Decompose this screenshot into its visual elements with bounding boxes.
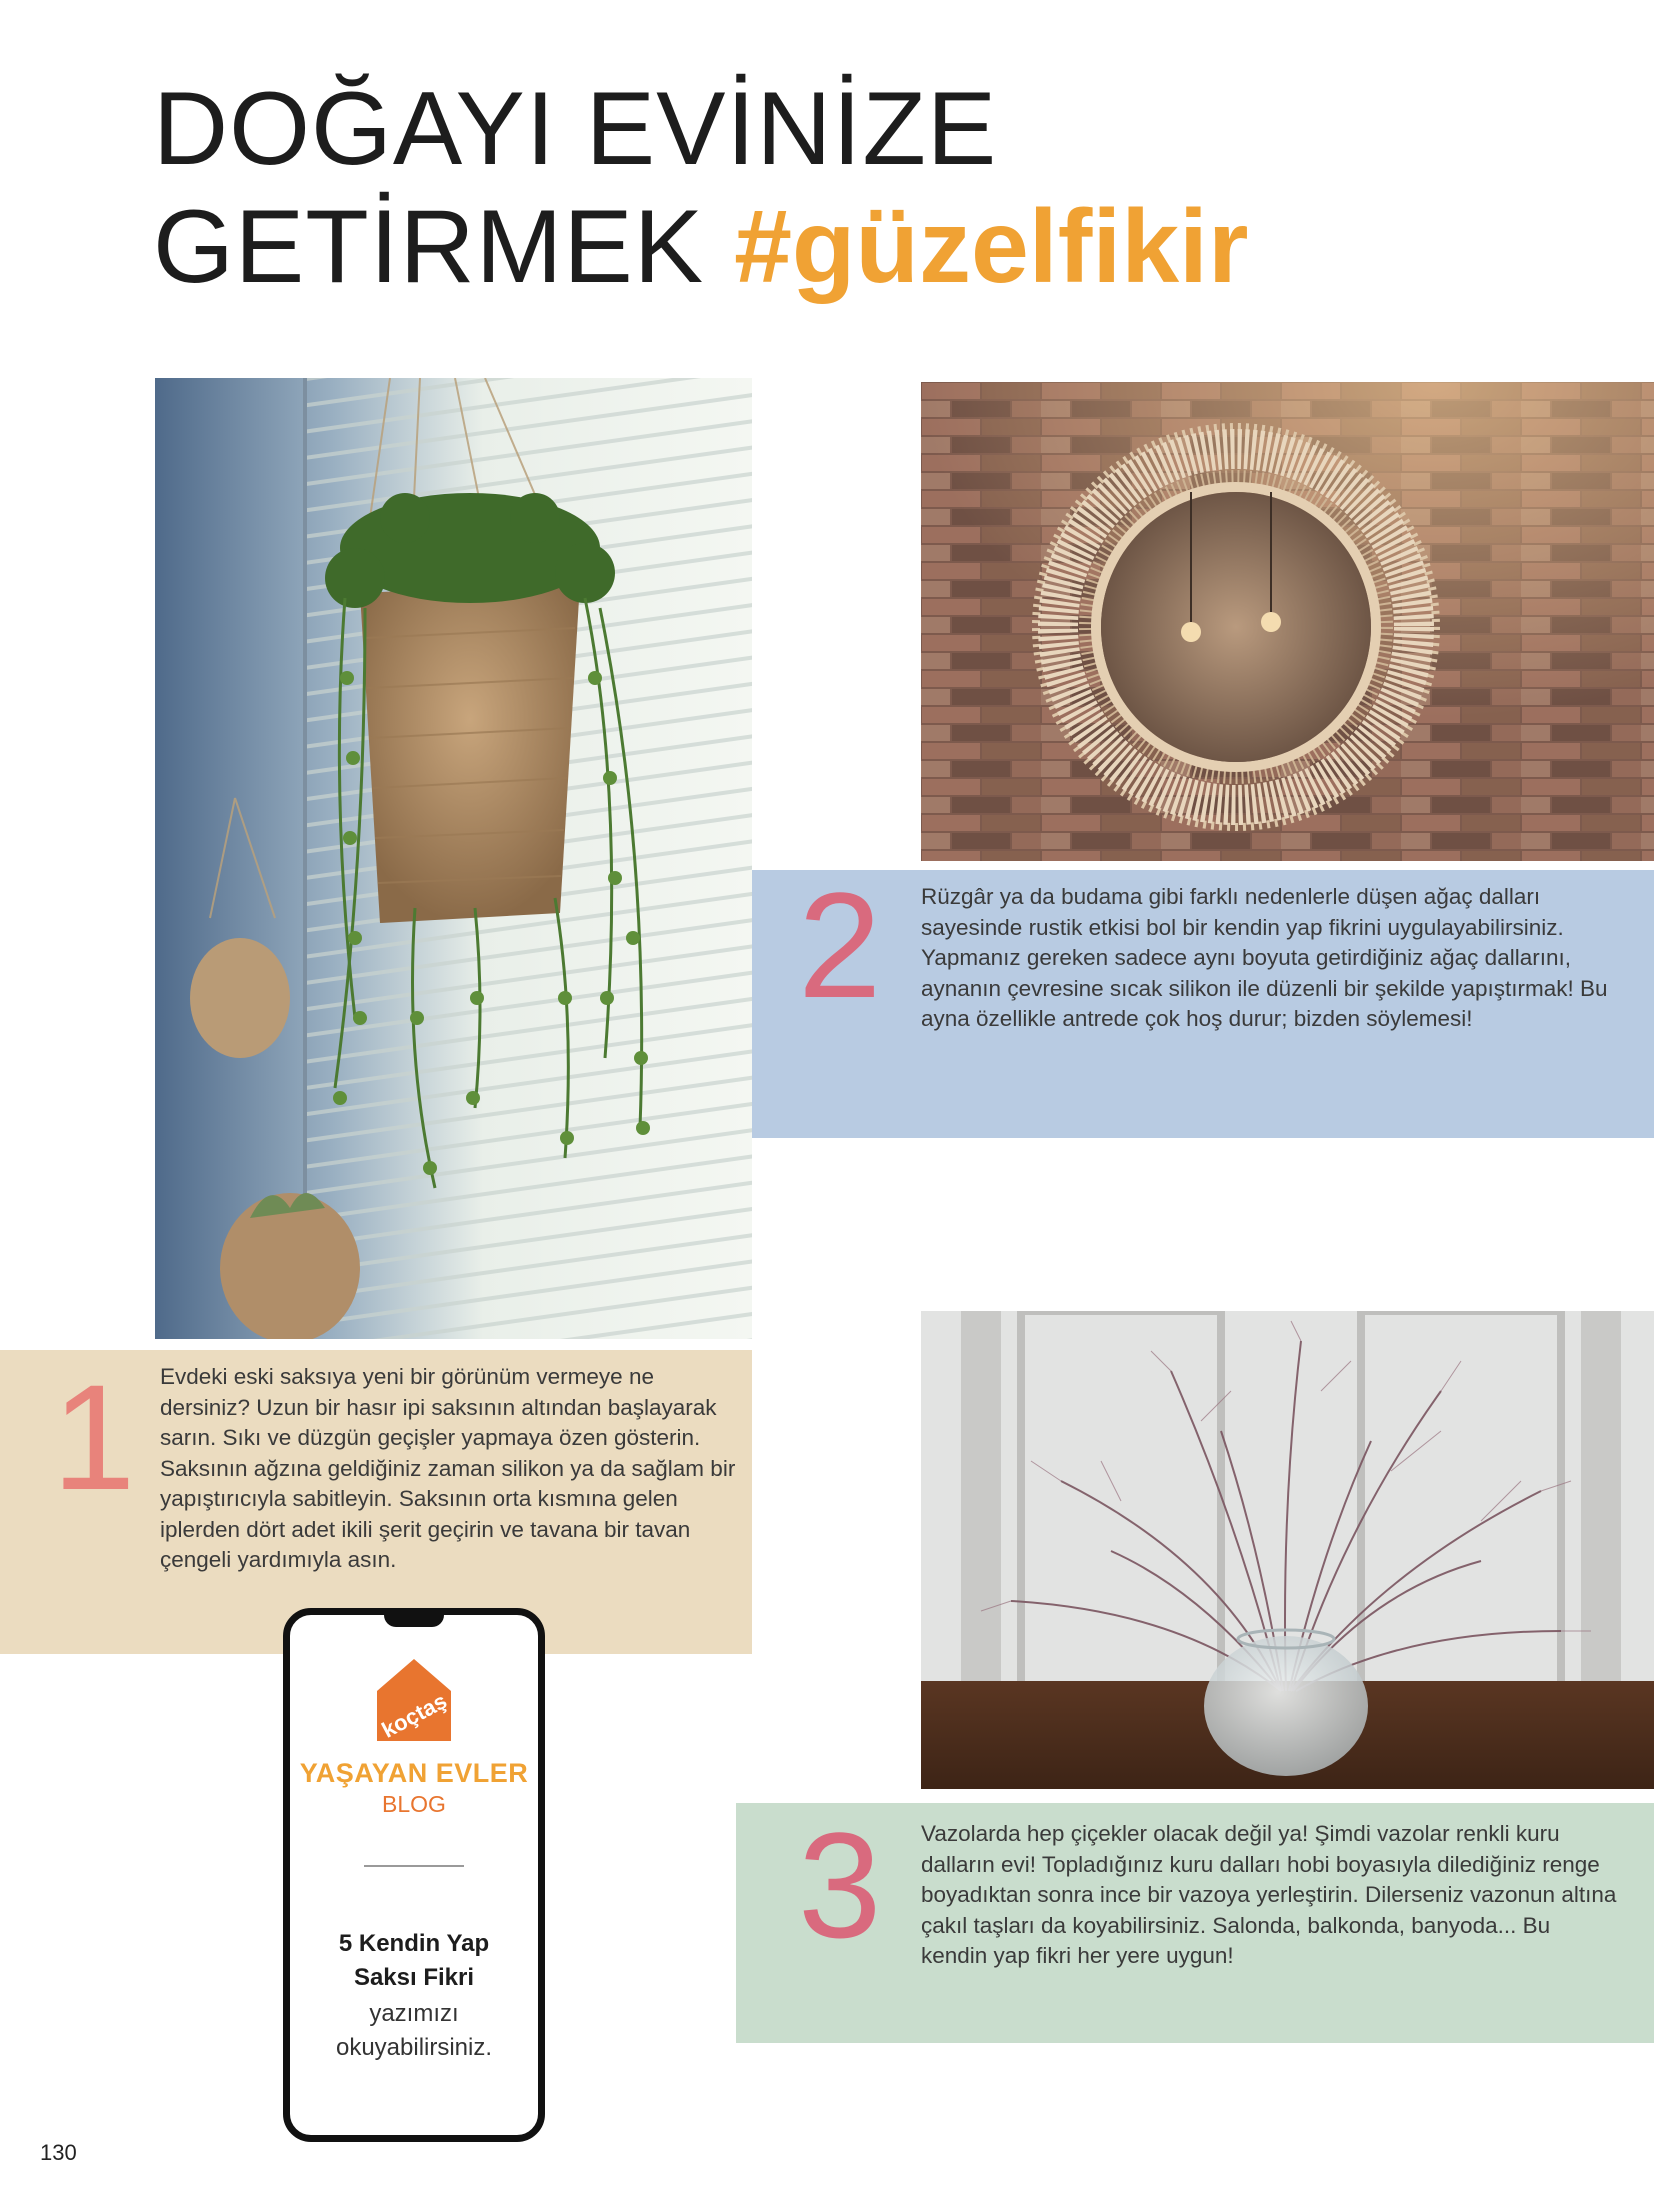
twig-mirror-photo <box>921 382 1654 861</box>
tip-1-text: Evdeki eski saksıya yeni bir görünüm vermeye ne dersiniz? Uzun bir hasır ipi saksının altından başlayarak sarın. Sıkı ve düzgün geçişler yapmaya özen gösterin. Saksının ağzına geldiğiniz zaman silikon ya da sağlam bir yapıştırıcıyla sabitleyin. Saksının orta kısmına gelen iplerden dört adet ikili şerit geçirin ve tavana bir tavan çengeli yardımıyla asın. <box>160 1364 736 1572</box>
promo-title-line-1: 5 Kendin Yap <box>338 1930 490 1957</box>
title-line-1: DOĞAYI EVİNİZE <box>153 71 998 187</box>
tip-3-text: Vazolarda hep çiçekler olacak değil ya! Şimdi vazolar renkli kuru dalların evi! Topladığınız kuru dalları hobi boyasıyla dilediğiniz renge boyadıktan sonra ince bir vazoya yerleştirin. Dilerseniz vazonun altına çakıl taşları da koyabilirsiniz. Salonda, balkonda, banyoda... Bu kendin yap fikri her yere uygun! <box>921 1821 1617 1968</box>
blog-brand: YAŞAYAN EVLER <box>299 1758 529 1788</box>
phone-divider <box>364 1865 464 1867</box>
koctas-logo <box>375 1657 453 1743</box>
page-number: 130 <box>40 2140 77 2165</box>
hanging-plant-photo <box>155 378 752 1339</box>
phone-blog-promo[interactable] <box>283 1608 545 2142</box>
phone-notch <box>384 1613 444 1627</box>
title-line-2: GETİRMEK <box>153 189 735 305</box>
tip-3-number: 3 <box>798 1801 882 1969</box>
promo-title-line-2: Saksı Fikri <box>353 1964 475 1991</box>
promo-text-line-1: yazımızı <box>369 2000 459 2027</box>
branch-vase-photo <box>921 1311 1654 1789</box>
logo-text: koçtaş <box>377 1688 451 1743</box>
blog-label: BLOG <box>382 1791 446 1817</box>
tip-2-text: Rüzgâr ya da budama gibi farklı nedenlerle düşen ağaç dalları sayesinde rustik etkisi bol bir kendin yap fikrini uygulayabilirsiniz. Yapmanız gereken sadece aynı boyuta getirdiğiniz ağaç dallarını, aynanın çevresine sıcak silikon ile düzenli bir şekilde yapıştırmak! Bu ayna özellikle antrede çok hoş durur; bizden söylemesi! <box>921 884 1608 1031</box>
tip-1-number: 1 <box>52 1353 136 1521</box>
page-title <box>153 70 1248 306</box>
promo-text-line-2: okuyabilirsiniz. <box>335 2034 493 2061</box>
title-hashtag: #güzelfikir <box>734 189 1249 305</box>
tip-2-number: 2 <box>798 861 882 1029</box>
